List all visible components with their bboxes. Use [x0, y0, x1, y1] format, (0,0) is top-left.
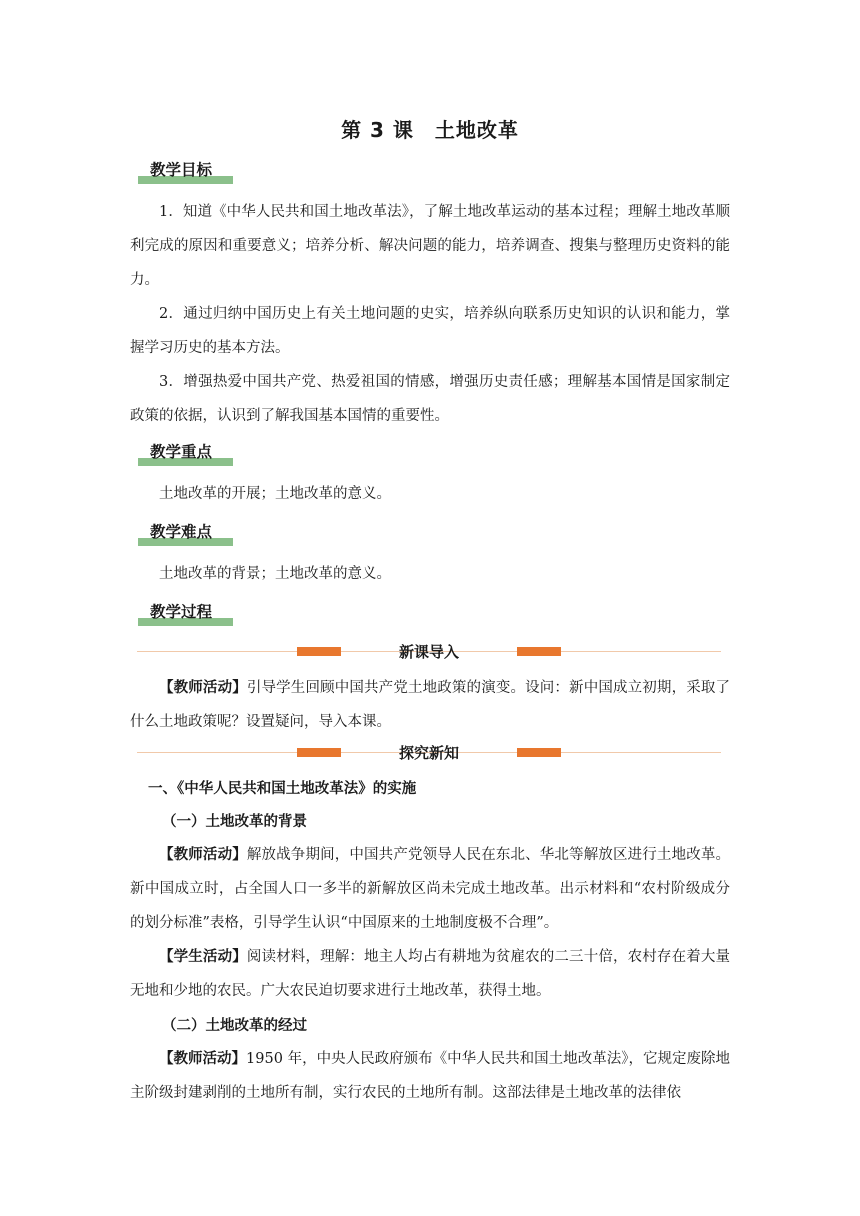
divider-intro [137, 641, 721, 661]
section-heading-objectives: 教学目标 [138, 156, 233, 186]
activity-label: 【教师活动】 [159, 1050, 247, 1067]
objective-item: 2．通过归纳中国历史上有关土地问题的史实，培养纵向联系历史知识的认识和能力，掌握学习历史的基本方法。 [130, 306, 730, 356]
intro-paragraph: 【教师活动】引导学生回顾中国共产党土地政策的演变。设问：新中国成立初期，采取了什么土地政策呢？设置疑问，导入本课。 [130, 679, 731, 730]
activity-label: 【教师活动】 [159, 846, 247, 863]
objective-item: 1．知道《中华人民共和国土地改革法》，了解土地改革运动的基本过程；理解土地改革顺利完成的原因和重要意义；培养分析、解决问题的能力，培养调查、搜集与整理历史资料的能力。 [130, 204, 730, 288]
student-activity-paragraph: 【学生活动】阅读材料，理解：地主人均占有耕地为贫雇农的二三十倍，农村存在着大量无地和少地的农民。广大农民迫切要求进行土地改革，获得土地。 [130, 948, 731, 999]
subheading-background: （一）土地改革的背景 [162, 814, 307, 830]
difficulties-text: 土地改革的背景；土地改革的意义。 [159, 566, 391, 582]
section-heading-process: 教学过程 [138, 598, 233, 628]
key-points-text: 土地改革的开展；土地改革的意义。 [159, 486, 391, 502]
teacher-activity-paragraph: 【教师活动】解放战争期间，中国共产党领导人民在东北、华北等解放区进行土地改革。新中国成立时，占全国人口一多半的新解放区尚未完成土地改革。出示材料和“农村阶级成分的划分标准”表格，引导学生认识“中国原来的土地制度极不合理”。 [130, 846, 731, 931]
section-heading-difficulties: 教学难点 [138, 518, 233, 548]
objective-item: 3．增强热爱中国共产党、热爱祖国的情感，增强历史责任感；理解基本国情是国家制定政策的依据，认识到了解我国基本国情的重要性。 [130, 374, 730, 424]
divider-title: 新课导入 [398, 643, 459, 661]
activity-label: 【学生活动】 [159, 948, 247, 965]
section-heading-key-points: 教学重点 [138, 438, 233, 468]
divider-explore [137, 742, 721, 762]
subheading-1: 一、《中华人民共和国土地改革法》的实施 [148, 781, 417, 797]
lesson-title: 第 3 课 土地改革 [341, 118, 519, 142]
subheading-process: （二）土地改革的经过 [162, 1018, 307, 1034]
divider-title: 探究新知 [398, 744, 459, 762]
activity-label: 【教师活动】 [159, 679, 247, 696]
teacher-activity-paragraph: 【教师活动】1950 年，中央人民政府颁布《中华人民共和国土地改革法》，它规定废除地主阶级封建剥削的土地所有制，实行农民的土地所有制。这部法律是土地改革的法律依 [130, 1050, 731, 1101]
